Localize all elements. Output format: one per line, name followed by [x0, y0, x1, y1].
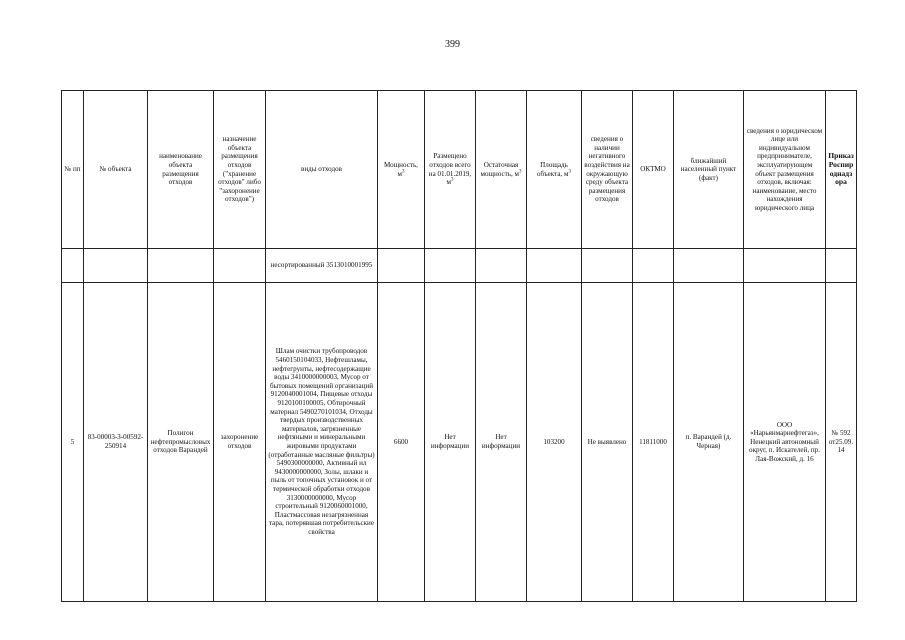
- continuation-row: [62, 249, 857, 283]
- row-impact: Не выявлено: [582, 283, 633, 602]
- row-residual: Нет информации: [476, 283, 527, 602]
- row-order: № 592 от25.09.14: [826, 283, 857, 602]
- row-oktmo: 11811000: [633, 283, 674, 602]
- header-locality: ближайший населенный пункт (факт): [674, 91, 744, 249]
- header-residual: Остаточная мощность, $м^3$: [476, 91, 527, 249]
- header-oktmo: ОКТМО: [633, 91, 674, 249]
- header-num: № пп: [62, 91, 84, 249]
- header-operator: сведения о юридическом лице или индивидуальном предпринимателе, эксплуатирующем объект размещения отходов, включая: наименование, место нахождения юридического лица: [744, 91, 826, 249]
- header-row: [62, 91, 857, 249]
- row-num: 5: [62, 283, 84, 602]
- header-placed: Размещено отходов всего на 01.01.2019, $м^3$: [425, 91, 476, 249]
- row-name: Полигон нефтепромысловых отходов Варандей: [148, 283, 214, 602]
- header-name: наименование объекта размещения отходов: [148, 91, 214, 249]
- row-waste-types: Шлам очистки трубопроводов 5460150104033, Нефтешламы, нефтегрунты, нефтесодержащие воды 3410000000003, Мусор от бытовых помещений организаций 9120040001004, Пищевые отходы 9120100100005, Обтирочный материал 5490270101034, Отходы твердых производственных материалов, загрязненные нефтяными и минеральными жировыми продуктами (отработанные масляные фильтры) 5490300000000, Активный ил 9430000000000, Золы, шлаки и пыль от топочных установок и от термической обработки отходов 3130000000000, Мусор строительный 9120060001000, Пластмассовая незагрязненная тара, потерявшая потребительские свойства: [266, 283, 378, 602]
- row-area: 103200: [527, 283, 582, 602]
- table-row: [62, 283, 857, 602]
- header-purpose: назначение объекта размещения отходов ("хранение отходов" либо "захоронение отходов"): [214, 91, 266, 249]
- row-placed: Нет информации: [425, 283, 476, 602]
- row-purpose: захоронение отходов: [214, 283, 266, 602]
- page-number: 399: [445, 39, 460, 50]
- header-order: Приказ Роспироднадзора: [826, 91, 857, 249]
- header-capacity: Мощность, $м^3$: [378, 91, 425, 249]
- header-area: Площадь объекта, $м^3$: [527, 91, 582, 249]
- waste-facility-table: [61, 90, 857, 602]
- header-object-no: № объекта: [84, 91, 148, 249]
- continuation-waste-types: несортированный 3513010001995: [266, 249, 378, 283]
- row-operator: ООО «Нарьянмарнефтегаз», Ненецкий автономный округ, п. Искателей, пр. Лая-Вожский, д. 16: [744, 283, 826, 602]
- header-waste-types: виды отходов: [266, 91, 378, 249]
- row-locality: п. Варандей (д. Черная): [674, 283, 744, 602]
- header-impact: сведения о наличии негативного воздействия на окружающую среду объекта размещения отходов: [582, 91, 633, 249]
- row-capacity: 6600: [378, 283, 425, 602]
- row-object-no: 83-00003-З-00592-250914: [84, 283, 148, 602]
